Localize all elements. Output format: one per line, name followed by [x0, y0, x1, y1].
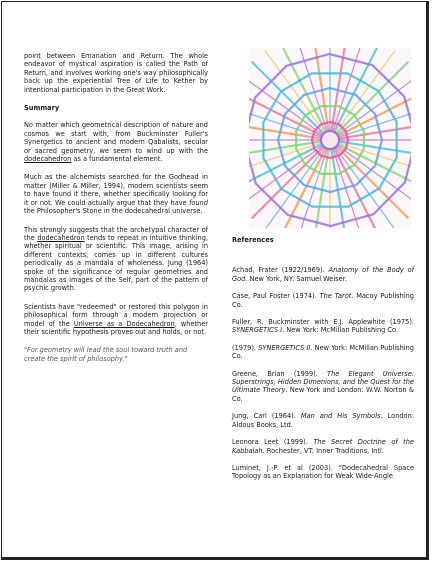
summary-paragraph-3: This strongly suggests that the archetypal character of the dodecahedron tends to repeat in intuitive thinking, whether spiritual or scientific. This image, arising in different contexts, comes up in different cultures periodically as a mandala of wholeness. Jung (1964) spoke of the significance of regular geometries and mandalas as images of the Self, part of the pattern of psychic growth.	[24, 225, 208, 293]
references-heading: References	[232, 236, 274, 244]
references-column	[232, 236, 414, 490]
reference-entry: (1979). SYNERGETICS II. New York: McMillan Publishing Co.	[232, 343, 414, 361]
plato-quote: "For geometry will lead the soul toward truth and create the spirit of philosophy."	[24, 346, 188, 363]
reference-entry: Achad, Frater (1922/1969). Anatomy of the Body of God. New York, NY: Samuel Weiser.	[232, 266, 414, 283]
reference-entry: Leonora Leet (1999). The Secret Doctrine of the Kabbalah. Rochester, VT: Inner Traditions, Intl.	[232, 438, 414, 455]
dodecahedron-link-2[interactable]: dodecahedron	[37, 233, 85, 242]
reference-entry: Case, Paul Foster (1974). The Tarot. Macoy Publishing Co.	[232, 292, 414, 309]
summary-paragraph-2: Much as the alchemists searched for the Godhead in matter (Miller & Miller, 1994), modern scientists seem to have found it there, whether specifically looking for it or not. We could actually argue that they have found the Philosopher's Stone in the dodecahedral universe.	[24, 173, 208, 216]
dodecahedral-mandala-image	[249, 48, 411, 228]
left-column	[24, 52, 208, 373]
intro-paragraph: point between Emanation and Return. The whole endeavor of mystical aspiration is called the Path of Return, and involves working one's way philosophically back up the experiential Tree of Life to Kether by intentional participation in the Great Work.	[24, 52, 208, 94]
reference-entry: Luminet, J.-P. et al (2003). "Dodecahedral Space Topology as an Explanation for Weak Wide-Angle	[232, 463, 414, 481]
summary-paragraph-1: No matter which geometrical description of nature and cosmos we start with, from Buckminster Fuller's Synergetics to ancient and modern Qabalists, secular or sacred geometry, we seem to wind up with the dodecahedron as a fundamental element.	[24, 121, 208, 164]
summary-heading: Summary	[24, 104, 60, 113]
dodecahedron-link[interactable]: dodecahedron	[24, 155, 72, 164]
universe-dodecahedron-link[interactable]: Universe as a Dodecahedron	[73, 319, 175, 328]
reference-entry: Fuller, R. Buckminster with E.J. Applewhite (1975). SYNERGETICS I. New York: McMillan Publishing Co.	[232, 318, 414, 335]
reference-entry: Jung, Carl (1964). Man and His Symbols. London: Aldous Books, Ltd.	[232, 412, 414, 429]
reference-list	[232, 266, 414, 480]
summary-paragraph-4: Scientists have "redeemed" or restored this polygon in philosophical form through a modern projection or model of the Universe as a Dodecahedron, whether their scientific hypothesis proves out and holds, or not.	[24, 302, 208, 336]
reference-entry: Greene, Brian (1999). The Elegant Universe: Superstrings, Hidden Dimenions, and the Quest for the Ultimate Theory. New York and London: W.W. Norton & Co.	[232, 369, 414, 403]
mandala-core	[321, 131, 339, 149]
